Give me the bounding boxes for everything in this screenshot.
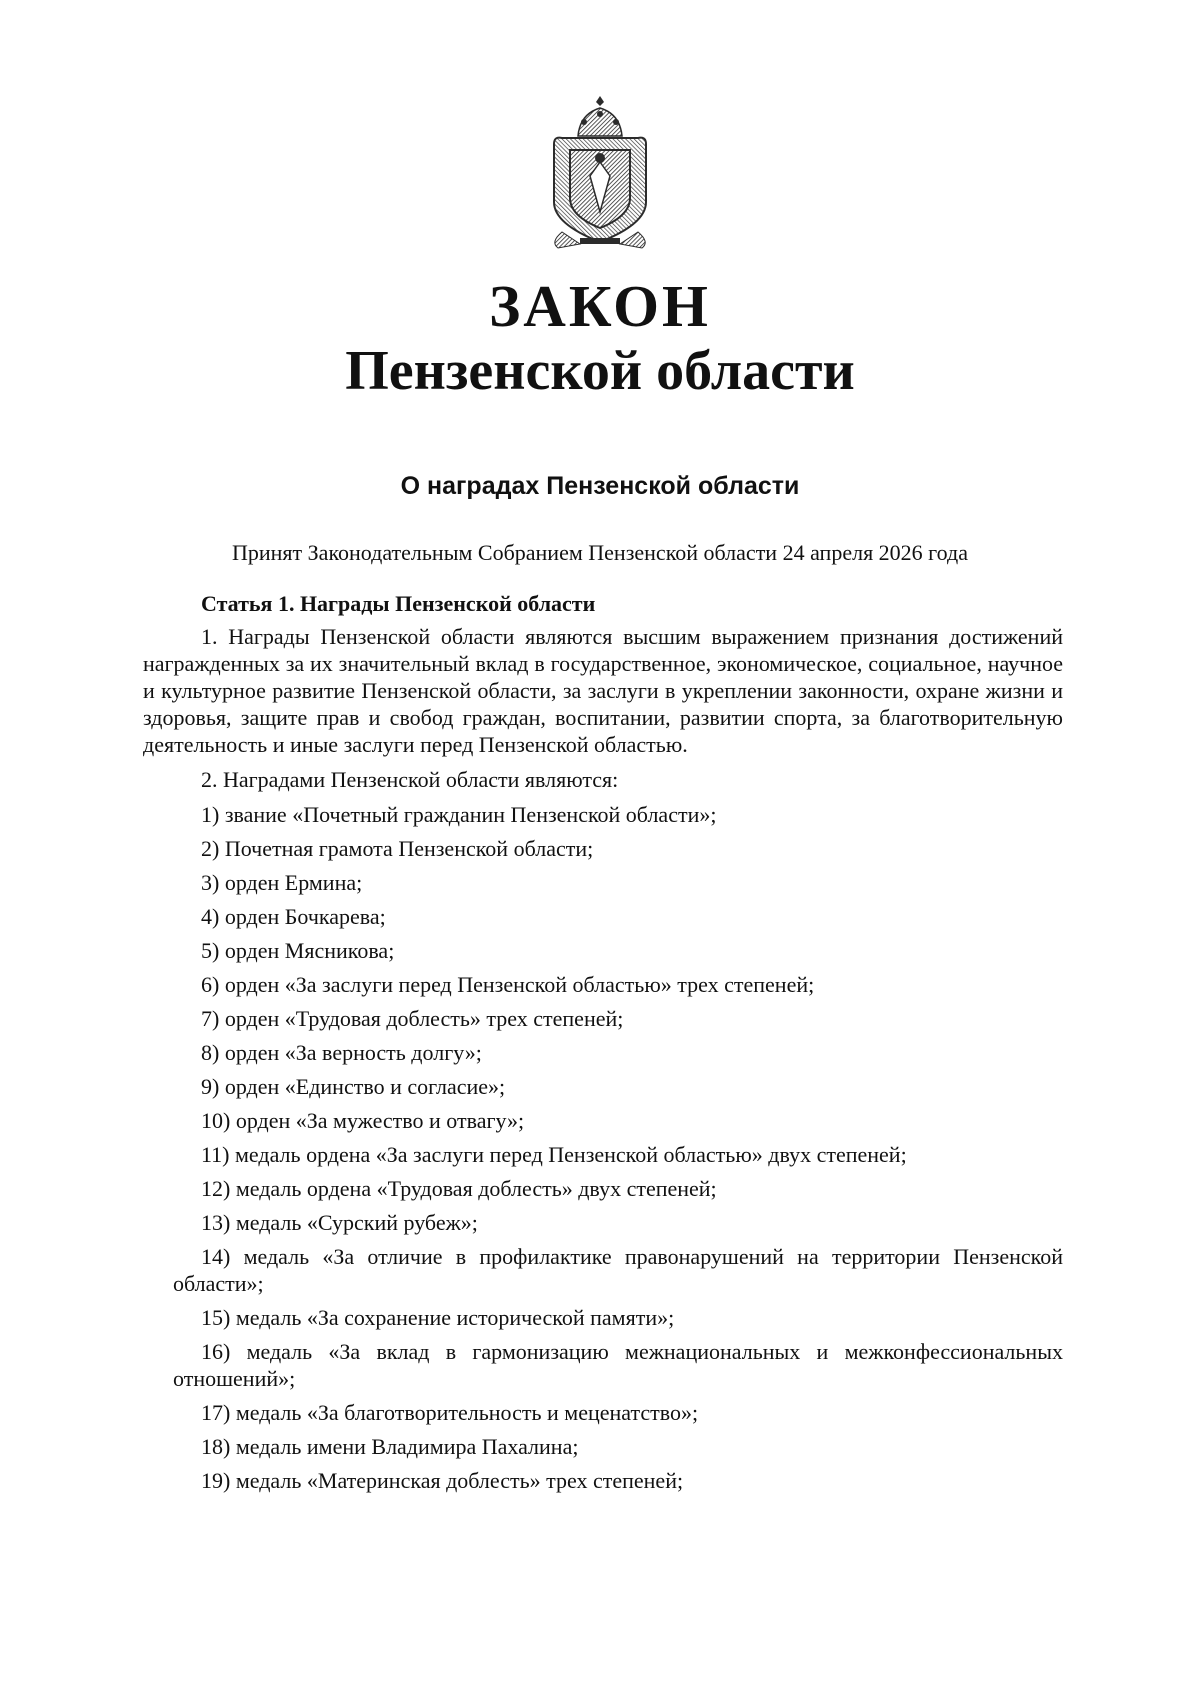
article-paragraph: 2. Наградами Пензенской области являются:	[201, 767, 619, 792]
list-item: 4) орден Бочкарева;	[201, 904, 386, 929]
coat-of-arms-icon	[540, 92, 660, 252]
list-item: 3) орден Ермина;	[201, 870, 363, 895]
article-paragraph: 1. Награды Пензенской области являются высшим выражением признания достижений награжденных за их значительный вклад в государственное, экономическое, социальное, научное и культурное развитие Пензенской области, за заслуги в укреплении законности, охране жизни и здоровья, защите прав и свобод граждан, воспитании, развитии спорта, за благотворительную деятельность и иные заслуги перед Пензенской областью.	[143, 624, 1063, 757]
law-subject: О наградах Пензенской области	[400, 472, 800, 500]
list-item: 13) медаль «Сурский рубеж»;	[201, 1210, 478, 1235]
list-item: 15) медаль «За сохранение исторической памяти»;	[201, 1305, 675, 1330]
list-item: 10) орден «За мужество и отвагу»;	[201, 1108, 525, 1133]
list-item: 9) орден «Единство и согласие»;	[201, 1074, 506, 1099]
list-item: 6) орден «За заслуги перед Пензенской областью» трех степеней;	[201, 972, 815, 997]
list-item: 19) медаль «Материнская доблесть» трех степеней;	[201, 1468, 684, 1493]
article-body	[143, 590, 1063, 1501]
article-heading: Статья 1. Награды Пензенской области	[201, 591, 596, 616]
awards-list	[143, 801, 1063, 1494]
list-item: 5) орден Мясникова;	[201, 938, 395, 963]
list-item: 16) медаль «За вклад в гармонизацию межнациональных и межконфессиональных отношений»;	[173, 1339, 1063, 1391]
list-item: 2) Почетная грамота Пензенской области;	[201, 836, 594, 861]
list-item: 14) медаль «За отличие в профилактике правонарушений на территории Пензенской области»;	[173, 1244, 1063, 1296]
law-title: ЗАКОН	[489, 273, 711, 339]
list-item: 12) медаль ордена «Трудовая доблесть» двух степеней;	[201, 1176, 717, 1201]
adoption-line: Принят Законодательным Собранием Пензенской области 24 апреля 2026 года	[231, 540, 968, 565]
list-item: 18) медаль имени Владимира Пахалина;	[201, 1434, 579, 1459]
list-item: 7) орден «Трудовая доблесть» трех степеней;	[201, 1006, 624, 1031]
list-item: 8) орден «За верность долгу»;	[201, 1040, 482, 1065]
law-region: Пензенской области	[345, 340, 855, 402]
list-item: 17) медаль «За благотворительность и меценатство»;	[201, 1400, 699, 1425]
list-item: 11) медаль ордена «За заслуги перед Пензенской областью» двух степеней;	[201, 1142, 907, 1167]
list-item: 1) звание «Почетный гражданин Пензенской области»;	[201, 802, 717, 827]
